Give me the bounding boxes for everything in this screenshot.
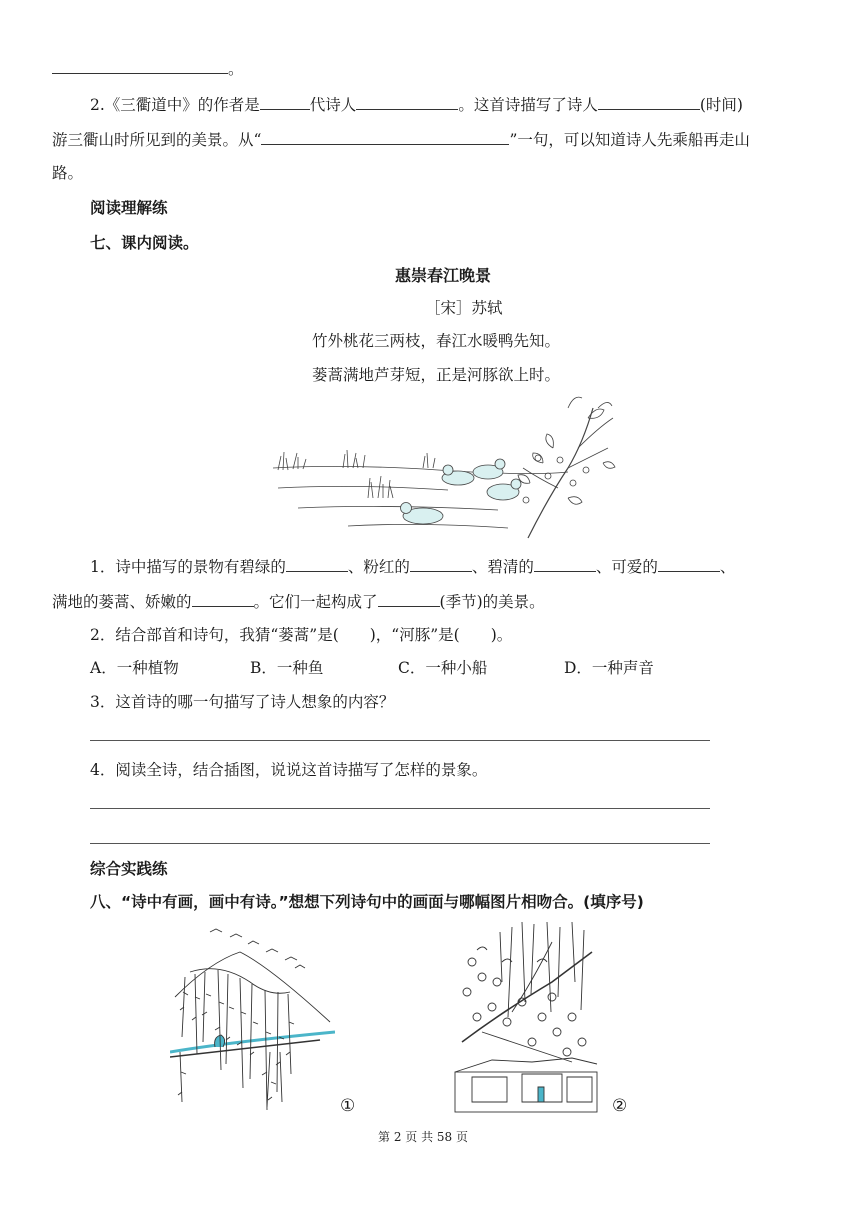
rq1-text: 。它们一起构成了 (253, 593, 378, 611)
option-d[interactable]: D．一种声音 (564, 659, 654, 677)
answer-blank[interactable] (192, 591, 254, 607)
reading-q1-line-2 (52, 591, 545, 612)
answer-blank[interactable] (410, 556, 472, 572)
answer-line[interactable] (90, 808, 710, 809)
duck-river-illustration (268, 388, 618, 543)
answer-blank[interactable] (658, 556, 720, 572)
section-seven-heading: 七、课内阅读。 (90, 234, 199, 252)
section-eight-heading: 八、“诗中有画，画中有诗。”想想下列诗句中的画面与哪幅图片相吻合。(填序号) (90, 893, 644, 911)
reading-q1-line-1 (90, 556, 735, 577)
picture-1-label: ① (340, 1096, 356, 1116)
period: 。 (228, 60, 244, 78)
rq1-text: 、可爱的 (595, 558, 658, 576)
section-reading-heading: 阅读理解练 (90, 199, 168, 217)
q2-text: 游三衢山时所见到的美景。从“ (52, 131, 262, 149)
q2-text: (时间) (699, 96, 743, 114)
q2-text: 2.《三衢道中》的作者是 (90, 96, 260, 114)
answer-line[interactable] (90, 740, 710, 741)
willow-geese-picture (170, 922, 335, 1117)
answer-line[interactable] (90, 843, 710, 844)
q2-text: 路。 (52, 164, 84, 182)
answer-blank[interactable] (286, 556, 348, 572)
poem-line-2: 蒌蒿满地芦芽短，正是河豚欲上时。 (312, 366, 561, 384)
top-answer-line (52, 58, 244, 79)
question-2-line-2 (52, 129, 750, 150)
poem-author: ［宋］苏轼 (425, 299, 503, 317)
answer-blank[interactable] (598, 94, 700, 110)
reading-q2: 2．结合部首和诗句，我猜“蒌蒿”是( )，“河豚”是( )。 (90, 626, 513, 644)
q2-text: ”一句，可以知道诗人先乘船再走山 (509, 131, 750, 149)
section-practice-heading: 综合实践练 (90, 860, 168, 878)
reading-q4: 4．阅读全诗，结合插图，说说这首诗描写了怎样的景象。 (90, 761, 488, 779)
q2-text: 。这首诗描写了诗人 (458, 96, 598, 114)
q2-text: 代诗人 (309, 96, 357, 114)
willow-blossom-houses-picture (452, 922, 600, 1117)
answer-blank[interactable] (378, 591, 440, 607)
rq1-text: 、 (719, 558, 736, 576)
question-2-line-3 (52, 163, 83, 183)
reading-q3: 3．这首诗的哪一句描写了诗人想象的内容？ (90, 693, 395, 711)
rq1-text: 、粉红的 (347, 558, 410, 576)
poem-title: 惠崇春江晚景 (395, 266, 492, 285)
rq1-text: (季节)的美景。 (439, 593, 545, 611)
answer-blank[interactable] (260, 94, 310, 110)
page-footer: 第 2 页 共 58 页 (378, 1130, 468, 1144)
question-2-line-1 (90, 94, 743, 115)
rq1-text: 、碧清的 (471, 558, 534, 576)
rq1-text: 1．诗中描写的景物有碧绿的 (90, 558, 286, 576)
option-b[interactable]: B．一种鱼 (250, 659, 324, 677)
option-a[interactable]: A．一种植物 (90, 659, 179, 677)
answer-blank[interactable] (52, 58, 228, 74)
picture-2-label: ② (612, 1096, 628, 1116)
answer-blank[interactable] (356, 94, 458, 110)
answer-blank[interactable] (261, 129, 509, 145)
poem-line-1: 竹外桃花三两枝，春江水暖鸭先知。 (312, 332, 561, 350)
rq1-text: 满地的蒌蒿、娇嫩的 (52, 593, 192, 611)
answer-blank[interactable] (534, 556, 596, 572)
option-c[interactable]: C．一种小船 (398, 659, 488, 677)
